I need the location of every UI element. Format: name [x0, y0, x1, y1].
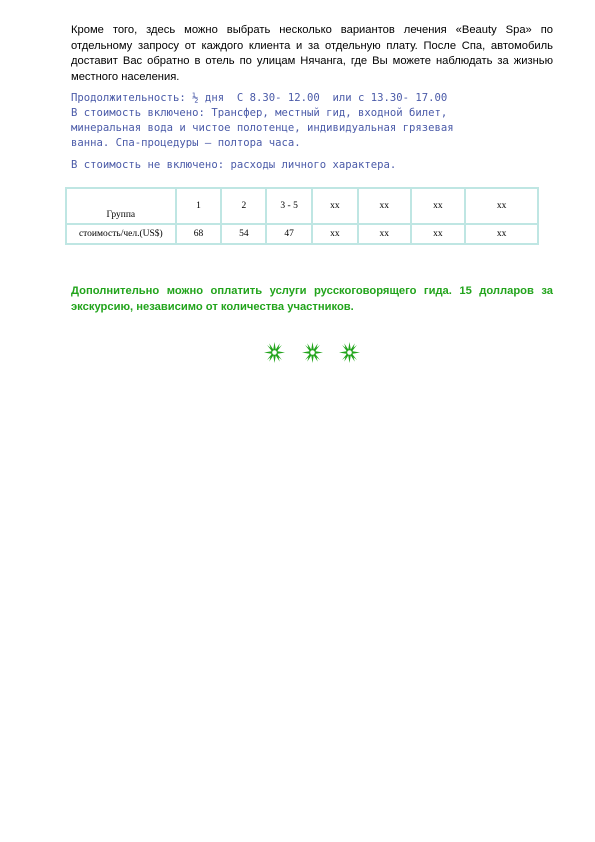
cost-cell: xx [465, 224, 538, 244]
group-cell: xx [411, 188, 466, 224]
cost-cell: xx [358, 224, 411, 244]
ornament-divider [264, 342, 364, 364]
guide-note: Дополнительно можно оплатить услуги русскоговорящего гида. 15 долларов за экскурсию, независимо от количества участников. [71, 285, 553, 313]
group-cell: xx [312, 188, 358, 224]
cost-cell: xx [312, 224, 358, 244]
group-cell: 1 [176, 188, 222, 224]
group-cell: xx [358, 188, 411, 224]
cost-cell: xx [411, 224, 466, 244]
cost-cell: 68 [176, 224, 222, 244]
group-size-row [66, 188, 538, 224]
group-cell: 3 - 5 [266, 188, 312, 224]
green-star-ornament-icon [264, 342, 285, 363]
group-cell: xx [465, 188, 538, 224]
group-label: Группа [66, 188, 176, 224]
cost-per-person-row [66, 224, 538, 244]
price-table [65, 187, 539, 245]
cost-label: стоимость/чел.(US$) [66, 224, 176, 244]
intro-paragraph: Кроме того, здесь можно выбрать несколько вариантов лечения «Beauty Spa» по отдельному запросу от каждого клиента и за отдельную плату. После Спа, автомобиль доставит Вас обратно в отель по улицам Нячанга, где Вы можете наблюдать за жизнью местного населения. [71, 24, 553, 83]
tour-details: Продолжительность: ½ дня С 8.30- 12.00 или с 13.30- 17.00 В стоимость включено: Трансфер, местный гид, входной билет, минеральная вода и чистое полотенце, индивидуальная грязевая ванна. Спа-процедуры – полтора часа. [71, 92, 454, 149]
excluded-costs: В стоимость не включено: расходы личного характера. [71, 159, 397, 171]
green-star-ornament-icon [302, 342, 323, 363]
cost-cell: 54 [221, 224, 266, 244]
green-star-ornament-icon [339, 342, 360, 363]
cost-cell: 47 [266, 224, 312, 244]
group-cell: 2 [221, 188, 266, 224]
